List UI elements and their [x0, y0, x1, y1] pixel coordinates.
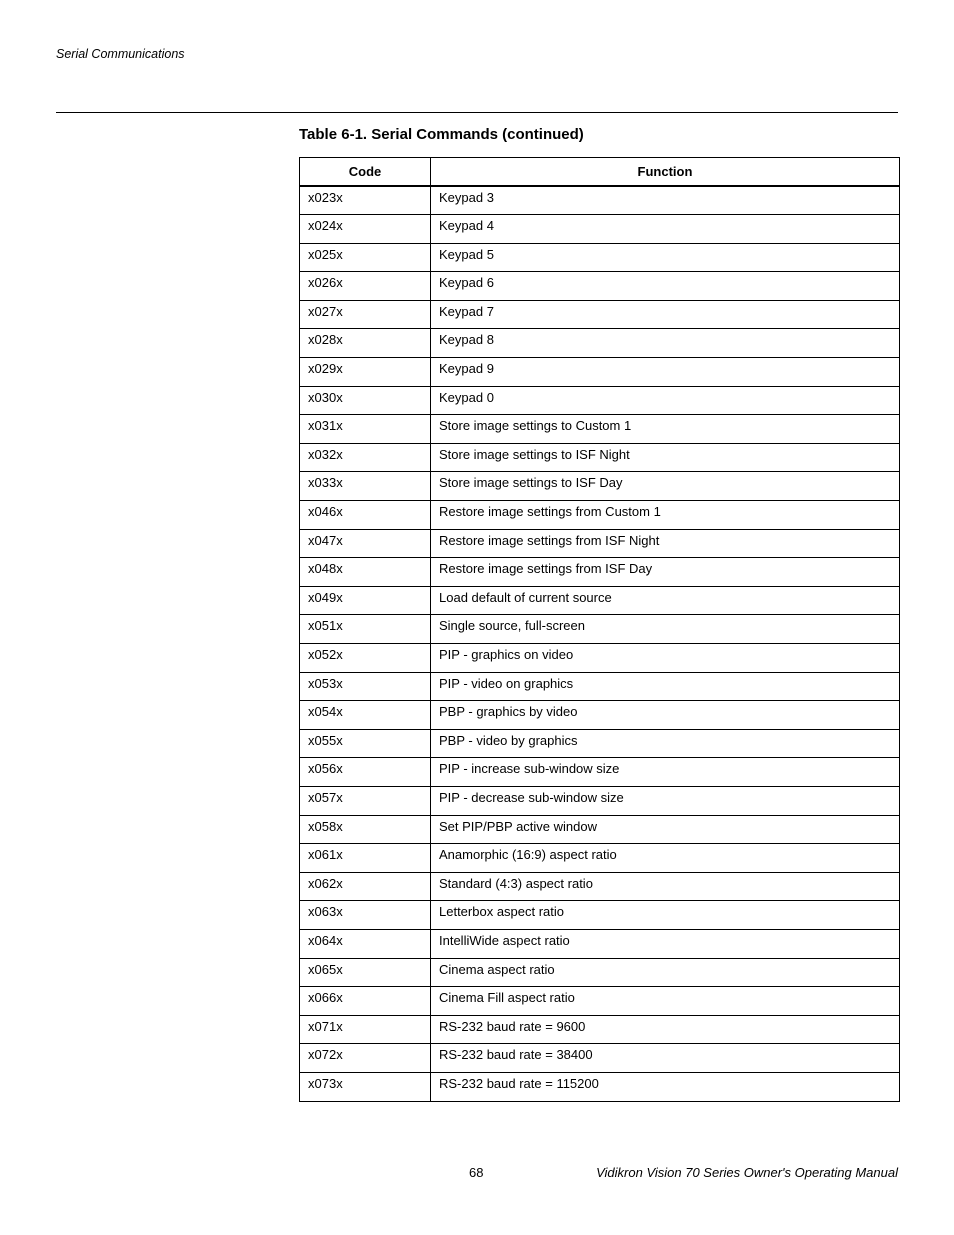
table-row: [300, 987, 900, 1016]
code-cell: x047x: [300, 529, 431, 558]
table-row: [300, 615, 900, 644]
code-cell: x066x: [300, 987, 431, 1016]
code-cell: x058x: [300, 815, 431, 844]
function-cell: RS-232 baud rate = 115200: [431, 1072, 900, 1101]
header-rule: [56, 112, 898, 113]
code-cell: x056x: [300, 758, 431, 787]
table-header-row: [300, 158, 900, 187]
function-cell: Letterbox aspect ratio: [431, 901, 900, 930]
table-row: [300, 701, 900, 730]
code-cell: x057x: [300, 786, 431, 815]
table-row: [300, 472, 900, 501]
function-cell: Load default of current source: [431, 586, 900, 615]
function-cell: Keypad 6: [431, 272, 900, 301]
column-header-function: Function: [431, 158, 900, 187]
table-row: [300, 1044, 900, 1073]
table-row: [300, 729, 900, 758]
function-cell: RS-232 baud rate = 9600: [431, 1015, 900, 1044]
function-cell: Keypad 4: [431, 215, 900, 244]
function-cell: PIP - graphics on video: [431, 644, 900, 673]
table-row: [300, 501, 900, 530]
function-cell: Restore image settings from ISF Day: [431, 558, 900, 587]
code-cell: x026x: [300, 272, 431, 301]
table-row: [300, 815, 900, 844]
code-cell: x031x: [300, 415, 431, 444]
code-cell: x028x: [300, 329, 431, 358]
table-row: [300, 1015, 900, 1044]
table-row: [300, 272, 900, 301]
code-cell: x055x: [300, 729, 431, 758]
table-row: [300, 644, 900, 673]
function-cell: Store image settings to ISF Night: [431, 443, 900, 472]
function-cell: Restore image settings from Custom 1: [431, 501, 900, 530]
code-cell: x053x: [300, 672, 431, 701]
page-number: 68: [469, 1165, 484, 1180]
function-cell: Keypad 0: [431, 386, 900, 415]
table-row: [300, 186, 900, 215]
function-cell: Restore image settings from ISF Night: [431, 529, 900, 558]
table-row: [300, 929, 900, 958]
table-row: [300, 1072, 900, 1101]
code-cell: x052x: [300, 644, 431, 673]
code-cell: x073x: [300, 1072, 431, 1101]
code-cell: x032x: [300, 443, 431, 472]
manual-title: Vidikron Vision 70 Series Owner's Operating Manual: [596, 1165, 898, 1180]
table-row: [300, 415, 900, 444]
code-cell: x030x: [300, 386, 431, 415]
table-row: [300, 529, 900, 558]
function-cell: Cinema aspect ratio: [431, 958, 900, 987]
table-row: [300, 786, 900, 815]
function-cell: Keypad 3: [431, 186, 900, 215]
code-cell: x064x: [300, 929, 431, 958]
function-cell: PIP - video on graphics: [431, 672, 900, 701]
table-title: Table 6-1. Serial Commands (continued): [299, 126, 584, 143]
code-cell: x049x: [300, 586, 431, 615]
table-row: [300, 672, 900, 701]
function-cell: Keypad 8: [431, 329, 900, 358]
function-cell: Single source, full-screen: [431, 615, 900, 644]
code-cell: x025x: [300, 243, 431, 272]
code-cell: x048x: [300, 558, 431, 587]
serial-commands-table: [299, 157, 900, 1102]
column-header-code: Code: [300, 158, 431, 187]
function-cell: Set PIP/PBP active window: [431, 815, 900, 844]
table-row: [300, 586, 900, 615]
table-row: [300, 329, 900, 358]
code-cell: x033x: [300, 472, 431, 501]
table-row: [300, 558, 900, 587]
code-cell: x054x: [300, 701, 431, 730]
code-cell: x051x: [300, 615, 431, 644]
table-row: [300, 844, 900, 873]
table-row: [300, 386, 900, 415]
function-cell: PIP - increase sub-window size: [431, 758, 900, 787]
function-cell: RS-232 baud rate = 38400: [431, 1044, 900, 1073]
function-cell: Anamorphic (16:9) aspect ratio: [431, 844, 900, 873]
code-cell: x027x: [300, 300, 431, 329]
table-row: [300, 758, 900, 787]
function-cell: Store image settings to Custom 1: [431, 415, 900, 444]
function-cell: Cinema Fill aspect ratio: [431, 987, 900, 1016]
function-cell: IntelliWide aspect ratio: [431, 929, 900, 958]
function-cell: PBP - video by graphics: [431, 729, 900, 758]
table-row: [300, 901, 900, 930]
function-cell: PBP - graphics by video: [431, 701, 900, 730]
table-row: [300, 958, 900, 987]
code-cell: x062x: [300, 872, 431, 901]
function-cell: Keypad 9: [431, 358, 900, 387]
table-row: [300, 358, 900, 387]
table-row: [300, 300, 900, 329]
table-row: [300, 872, 900, 901]
code-cell: x061x: [300, 844, 431, 873]
code-cell: x072x: [300, 1044, 431, 1073]
function-cell: Keypad 7: [431, 300, 900, 329]
function-cell: PIP - decrease sub-window size: [431, 786, 900, 815]
code-cell: x024x: [300, 215, 431, 244]
code-cell: x023x: [300, 186, 431, 215]
table-row: [300, 243, 900, 272]
table-row: [300, 215, 900, 244]
function-cell: Store image settings to ISF Day: [431, 472, 900, 501]
code-cell: x071x: [300, 1015, 431, 1044]
code-cell: x046x: [300, 501, 431, 530]
function-cell: Keypad 5: [431, 243, 900, 272]
function-cell: Standard (4:3) aspect ratio: [431, 872, 900, 901]
code-cell: x065x: [300, 958, 431, 987]
code-cell: x063x: [300, 901, 431, 930]
table-row: [300, 443, 900, 472]
running-header: Serial Communications: [56, 47, 185, 61]
code-cell: x029x: [300, 358, 431, 387]
